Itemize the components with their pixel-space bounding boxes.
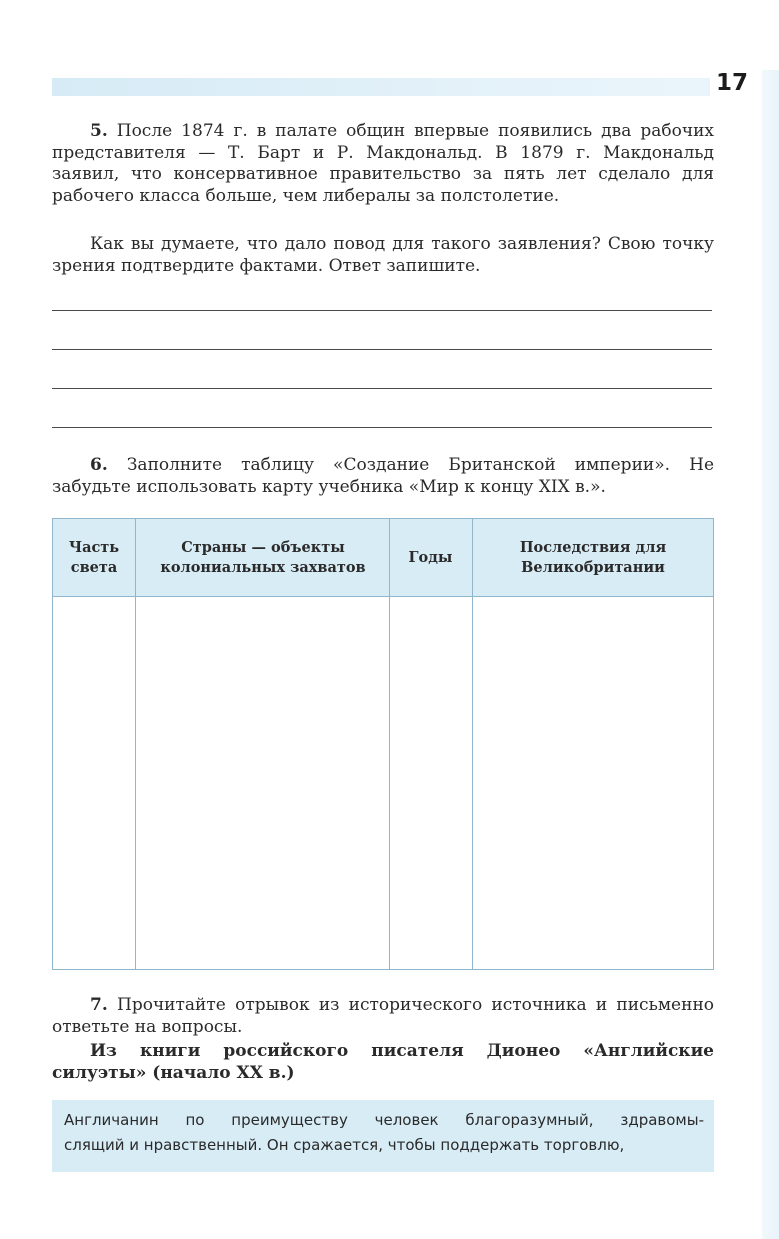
page-edge-strip (762, 70, 779, 1239)
cell-consequences[interactable] (474, 597, 712, 969)
quote-line-1: Англичанин по преимуществу человек благоразумный, здравомы- (64, 1111, 704, 1129)
cell-years[interactable] (391, 597, 471, 969)
header-part-of-world: Часть света (68, 538, 120, 576)
task5-intro-text: После 1874 г. в палате общин впервые появились два рабочих представителя — Т. Барт и Р. Макдональд. В 1879 г. Макдональд заявил, что консервативное правительство за пять лет сделало для рабочего класса больше, чем либералы за полстолетие. (52, 121, 714, 206)
task5-intro (52, 121, 714, 207)
british-empire-table (52, 518, 714, 970)
answer-line-2[interactable] (52, 349, 712, 350)
source-quote (64, 1108, 704, 1158)
answer-line-4[interactable] (52, 427, 712, 428)
task5-number: 5. (90, 121, 108, 141)
task7-text: Прочитайте отрывок из исторического источника и письменно ответьте на вопросы. (52, 995, 715, 1037)
cell-countries[interactable] (137, 597, 388, 969)
header-years: Годы (408, 548, 453, 566)
column-divider (135, 519, 136, 969)
answer-line-1[interactable] (52, 310, 712, 311)
task6-text: Заполните таблицу «Создание Британской империи». Не забудьте использовать карту учебника «Мир к концу XIX в.». (52, 455, 714, 497)
header-band (52, 78, 710, 96)
column-divider (472, 519, 473, 969)
task6-number: 6. (90, 455, 108, 475)
answer-line-3[interactable] (52, 388, 712, 389)
source-title: Из книги российского писателя Дионео «Английские силуэты» (начало XX в.) (52, 1041, 714, 1083)
page-number: 17 (716, 70, 749, 96)
header-countries: Страны — объекты колониальных захватов (160, 538, 366, 576)
cell-part-of-world[interactable] (54, 597, 134, 969)
task7-instruction (52, 995, 714, 1038)
task7-number: 7. (90, 995, 108, 1015)
header-consequences: Последствия для Великобритании (519, 538, 667, 576)
quote-line-2: слящий и нравственный. Он сражается, чтобы поддержать торговлю, (64, 1136, 625, 1154)
task6-instruction (52, 455, 714, 498)
task5-question: Как вы думаете, что дало повод для такого заявления? Свою точку зрения подтвердите фактами. Ответ запишите. (52, 234, 714, 276)
